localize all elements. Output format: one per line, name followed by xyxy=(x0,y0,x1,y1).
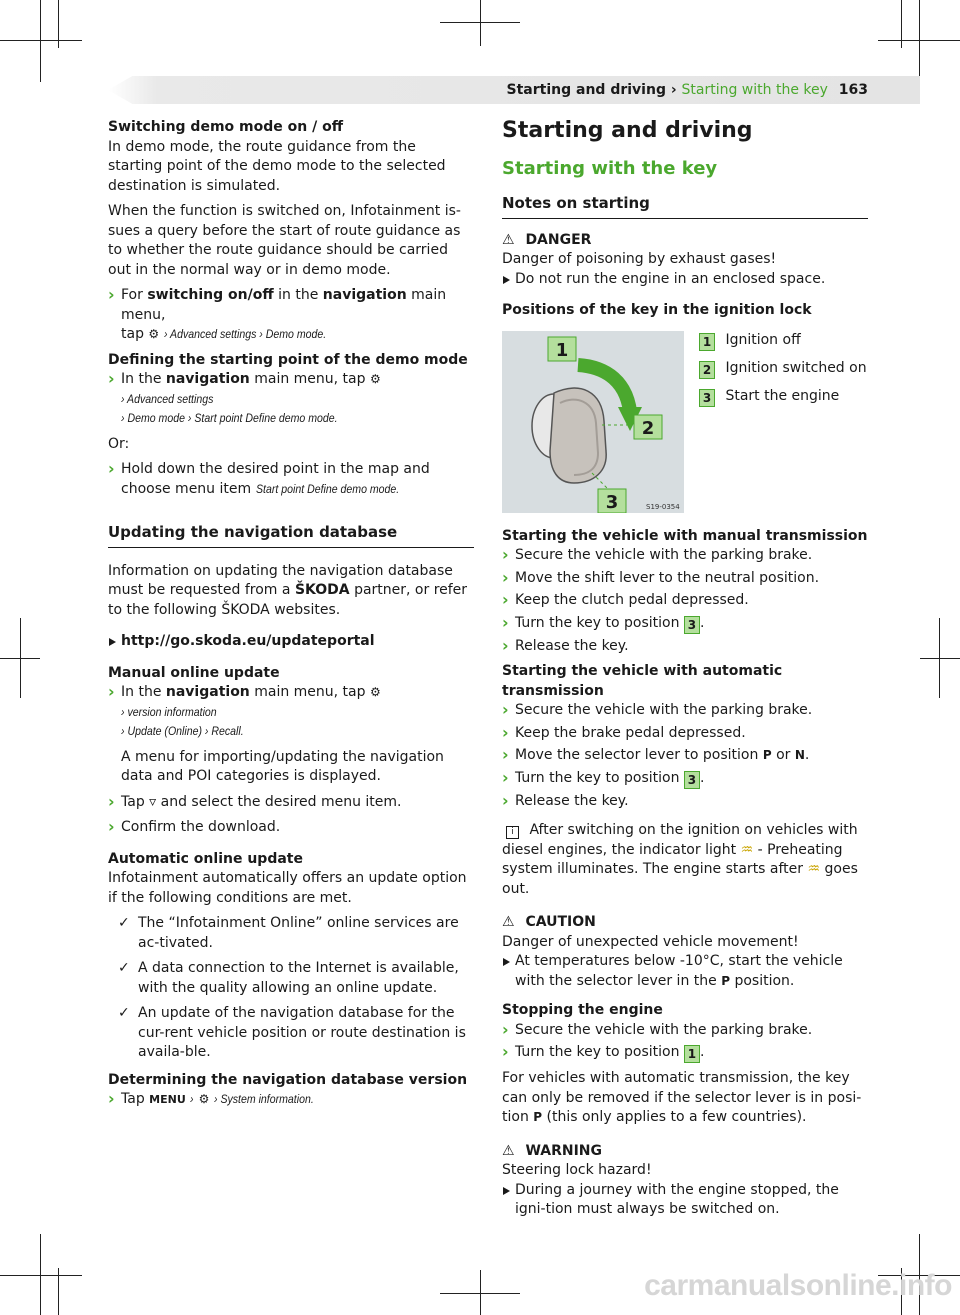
update-text xyxy=(108,562,474,621)
position-label: Ignition switched on xyxy=(725,359,867,376)
text: Information on updating the navigation database must be requested from a xyxy=(108,562,453,598)
manual-start-step: › Move the shift lever to the neutral position. xyxy=(502,569,868,589)
crop-mark xyxy=(939,618,940,698)
auto-text: Infotainment automatically offers an update option if the following conditions are met. xyxy=(108,870,467,906)
danger-title xyxy=(502,231,868,251)
figure-code: S19-0354 xyxy=(646,502,680,511)
step-bold: navigation xyxy=(322,287,407,303)
caution-text: Danger of unexpected vehicle movement! xyxy=(502,933,799,950)
menu-path: › version information xyxy=(121,704,217,719)
crop-mark xyxy=(40,1234,41,1315)
section-title: Starting with the key xyxy=(502,158,718,179)
step-text: Turn the key to position xyxy=(515,614,680,631)
caution-title xyxy=(502,913,868,933)
step-text: or xyxy=(776,747,791,763)
auto-start-title: Starting the vehicle with automatic transmission xyxy=(502,663,783,699)
menu-path: › Advanced settings xyxy=(121,391,214,406)
version-step xyxy=(108,1090,474,1110)
manual-start-step: › Turn the key to position 3 . xyxy=(502,614,868,634)
stop-text xyxy=(502,1069,868,1128)
manual-start-title: Starting the vehicle with manual transmission xyxy=(502,527,868,544)
subsection-title: Notes on starting xyxy=(502,194,868,219)
warning-bullet: During a journey with the engine stopped, the igni-tion must always be switched on. xyxy=(502,1181,868,1220)
ignition-figure xyxy=(502,331,684,513)
header-chapter: Starting and driving xyxy=(506,82,666,98)
start-title: Defining the starting point of the demo mode xyxy=(108,351,468,368)
update-link[interactable]: http://go.skoda.eu/updateportal xyxy=(108,632,474,652)
figure-block xyxy=(502,331,868,527)
crop-mark xyxy=(920,658,960,659)
step-text: Tap xyxy=(121,1091,145,1107)
text: After switching on the ignition on vehicles with diesel engines, the indicator light xyxy=(502,822,858,858)
crop-mark xyxy=(480,0,481,46)
positions-title: Positions of the key in the ignition lock xyxy=(502,302,812,318)
crop-mark xyxy=(58,0,59,48)
step-text: in the xyxy=(278,287,319,303)
step-text: Turn the key to position xyxy=(515,1044,680,1060)
page-number: 163 xyxy=(838,82,868,98)
position-number: 3 xyxy=(684,771,700,789)
danger-bullet: Do not run the engine in an enclosed space. xyxy=(502,270,868,290)
crop-mark xyxy=(919,0,920,82)
preheating-icon: ♒ xyxy=(740,841,754,858)
header-separator: › xyxy=(670,82,677,98)
version-title: Determining the navigation database version xyxy=(108,1071,468,1088)
position-number: 3 xyxy=(699,389,715,407)
header-section: Starting with the key xyxy=(681,82,828,98)
preheating-icon: ♒ xyxy=(807,861,821,877)
manual-start-step: › Secure the vehicle with the parking brake. xyxy=(502,546,868,566)
position-number: 1 xyxy=(699,333,715,351)
demo-step xyxy=(108,286,474,345)
check-item: ✓ The “Infotainment Online” online services are ac-tivated. xyxy=(108,914,474,953)
step-text: Move the selector lever to position xyxy=(515,747,759,763)
manual-step-3: › Confirm the download. xyxy=(108,818,474,838)
auto-start-step: › Keep the brake pedal depressed. xyxy=(502,724,868,744)
auto-start-step: › Release the key. xyxy=(502,792,868,812)
right-column xyxy=(502,118,868,1226)
step-text: For xyxy=(121,287,143,303)
position-label: Ignition off xyxy=(725,331,801,348)
step-bold: navigation xyxy=(165,684,250,700)
auto-title: Automatic online update xyxy=(108,850,303,867)
settings-icon: ⚙ xyxy=(198,1092,210,1106)
demo-text-1: In demo mode, the route guidance from the starting point of the demo mode to the selected destination is simulated. xyxy=(108,138,446,194)
step-text: main menu, tap xyxy=(254,371,366,387)
warning-triangle-icon: ⚠ xyxy=(502,914,515,930)
crop-mark xyxy=(0,1275,82,1276)
text: position. xyxy=(734,972,795,989)
crop-mark xyxy=(0,40,82,41)
crop-mark xyxy=(901,0,902,48)
step-text: main menu, tap xyxy=(254,684,366,700)
stop-title: Stopping the engine xyxy=(502,1002,663,1018)
position-number: 3 xyxy=(684,616,700,634)
legend-item xyxy=(699,331,874,351)
text: goes out. xyxy=(502,861,858,897)
text: partner, or refer to the following ŠKODA websites. xyxy=(108,582,468,618)
auto-start-step: › Move the selector lever to position P or N. xyxy=(502,746,868,766)
note-text xyxy=(502,821,868,899)
watermark: carmanualsonline.info xyxy=(644,1269,952,1302)
auto-start-step: › Secure the vehicle with the parking brake. xyxy=(502,701,868,721)
menu-key: MENU xyxy=(149,1093,186,1106)
crop-mark xyxy=(20,618,21,698)
menu-path: › Demo mode › Start point Define demo mode. xyxy=(121,411,338,425)
danger-label: DANGER xyxy=(525,231,592,248)
settings-icon: ⚙ xyxy=(369,372,381,386)
brand-text: ŠKODA xyxy=(294,582,350,598)
manual-start-step: › Release the key. xyxy=(502,637,868,657)
gear-symbol: P xyxy=(762,748,772,762)
hold-step xyxy=(108,460,474,499)
check-item: ✓ A data connection to the Internet is available, with the quality allowing an online update. xyxy=(108,959,474,998)
figure-label-3: 3 xyxy=(605,491,619,513)
manual-info: A menu for importing/updating the navigation data and POI categories is displayed. xyxy=(121,748,444,784)
legend-item xyxy=(699,387,874,407)
position-number: 1 xyxy=(684,1045,700,1063)
text: For vehicles with automatic transmission, the key can only be removed if the selector lever is in posi-tion xyxy=(502,1070,862,1125)
legend-item xyxy=(699,359,874,379)
crop-mark xyxy=(40,0,41,82)
manual-step xyxy=(108,683,474,742)
menu-path: › xyxy=(190,1092,194,1106)
page-header xyxy=(507,81,868,101)
caution-bullet xyxy=(502,952,868,991)
figure-label-1: 1 xyxy=(555,339,569,361)
menu-path: › Update (Online) › Recall. xyxy=(121,724,244,738)
info-icon: i xyxy=(506,826,519,839)
step-bold: navigation xyxy=(165,371,250,387)
stop-step: › Secure the vehicle with the parking brake. xyxy=(502,1021,868,1041)
crop-mark xyxy=(480,1270,481,1315)
auto-start-step: › Turn the key to position 3 . xyxy=(502,769,868,789)
position-label: Start the engine xyxy=(725,387,840,404)
position-number: 2 xyxy=(699,361,715,379)
warning-triangle-icon: ⚠ xyxy=(502,231,515,248)
manual-step-2: › Tap ▿ and select the desired menu item. xyxy=(108,793,474,813)
menu-path: Start point Define demo mode. xyxy=(255,481,399,496)
manual-title: Manual online update xyxy=(108,664,280,681)
step-text: tap xyxy=(121,326,144,342)
step-text: In the xyxy=(121,684,162,700)
warning-label: WARNING xyxy=(525,1142,602,1159)
warning-title xyxy=(502,1142,868,1162)
check-item: ✓ An update of the navigation database for the cur-rent vehicle position or route destination is availa-ble. xyxy=(108,1004,474,1063)
gear-symbol: P xyxy=(721,973,730,988)
settings-icon: ⚙ xyxy=(369,685,381,699)
update-heading: Updating the navigation database xyxy=(108,523,474,548)
step-text: In the xyxy=(121,371,162,387)
demo-title: Switching demo mode on / off xyxy=(108,119,344,135)
figure-legend xyxy=(699,331,874,415)
chapter-title: Starting and driving xyxy=(502,118,753,143)
text: - Preheating system illuminates. The engine starts after xyxy=(502,841,843,877)
ignition-key-illustration xyxy=(502,331,684,513)
warning-triangle-icon: ⚠ xyxy=(502,1142,515,1159)
crop-mark xyxy=(58,1268,59,1315)
or-text: Or: xyxy=(108,435,130,452)
gear-symbol: N xyxy=(794,748,805,762)
step-bold: switching on/off xyxy=(147,287,274,303)
settings-icon: ⚙ xyxy=(148,327,160,341)
step-text: Turn the key to position xyxy=(515,769,680,786)
text: (this only applies to a few countries). xyxy=(546,1109,807,1125)
left-column xyxy=(108,118,474,1116)
text: At temperatures below -10°C, start the vehicle with the selector lever in the xyxy=(515,953,843,989)
start-step xyxy=(108,370,474,429)
danger-text: Danger of poisoning by exhaust gases! xyxy=(502,251,777,267)
demo-text-2: When the function is switched on, Infotainment is-sues a query before the start of route guidance as to whether the route guidance should be carried out in the normal way or in demo mode. xyxy=(108,203,461,278)
step-text: main menu, xyxy=(121,287,447,323)
menu-path: › Advanced settings › Demo mode. xyxy=(163,327,326,341)
figure-label-2: 2 xyxy=(641,417,655,439)
caution-label: CAUTION xyxy=(525,914,596,930)
menu-path: › System information. xyxy=(213,1092,314,1106)
stop-step: › Turn the key to position 1 . xyxy=(502,1043,868,1063)
step-text: Hold down the desired point in the map and choose menu item xyxy=(121,461,430,497)
gear-symbol: P xyxy=(533,1110,543,1124)
warning-text: Steering lock hazard! xyxy=(502,1162,652,1178)
manual-start-step: › Keep the clutch pedal depressed. xyxy=(502,591,868,611)
